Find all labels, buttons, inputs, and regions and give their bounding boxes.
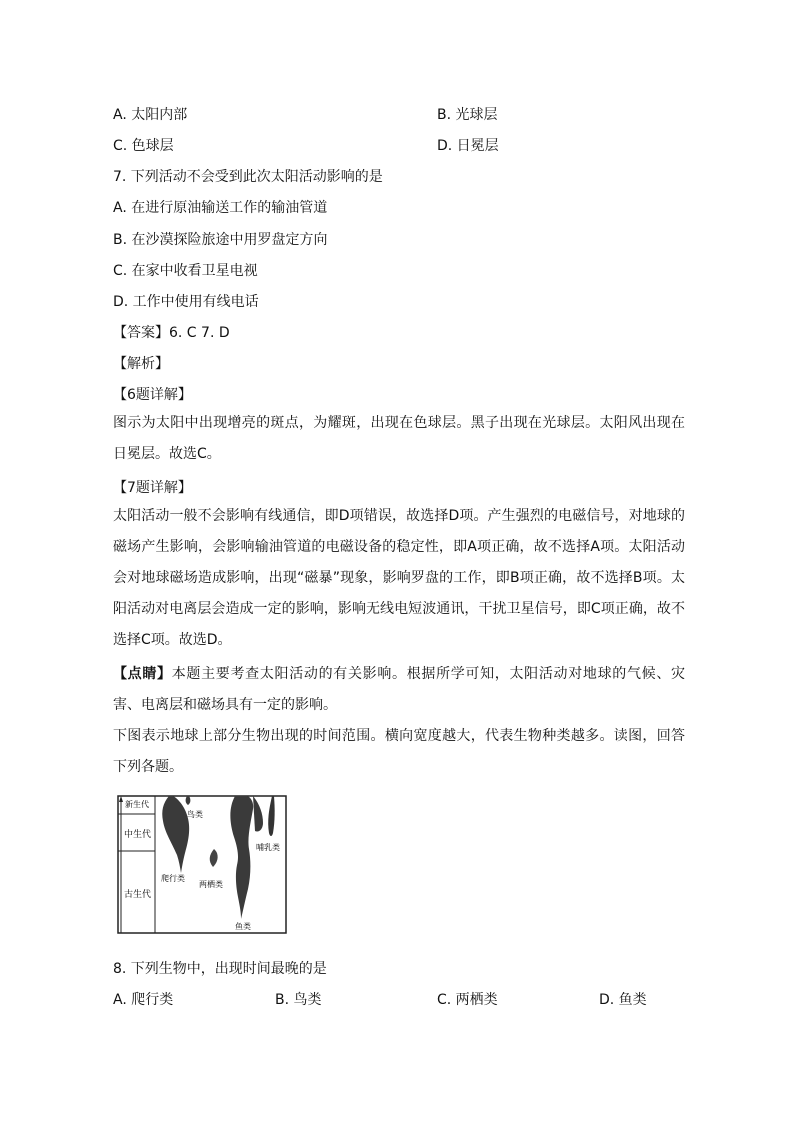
label-reptile: 爬行类 [161, 874, 185, 883]
era-paleozoic: 古生代 [124, 890, 152, 900]
comment-text: 本题主要考查太阳活动的有关影响。根据所学可知，太阳活动对地球的气候、灾害、电离层和磁场具有一定的影响。 [113, 666, 686, 713]
q7-option-d: D. 工作中使用有线电话 [113, 294, 259, 310]
label-bird: 鸟类 [187, 810, 203, 819]
label-fish: 鱼类 [235, 922, 251, 931]
q7-detail-label: 【7题详解】 [113, 480, 192, 496]
comment-paragraph [113, 659, 685, 721]
intro-text: 下图表示地球上部分生物出现的时间范围。横向宽度越大，代表生物种类越多。读图，回答下列各题。 [113, 728, 685, 775]
q8-option-a: A. 爬行类 [113, 992, 174, 1008]
q8-stem: 8. 下列生物中，出现时间最晚的是 [113, 961, 327, 977]
q8-option-b: B. 鸟类 [275, 992, 322, 1008]
q8-option-c: C. 两栖类 [437, 992, 498, 1008]
era-cenozoic: 新生代 [125, 800, 149, 809]
answer-line: 【答案】6. C 7. D [113, 325, 230, 341]
q6-option-d: D. 日冕层 [437, 138, 499, 154]
q7-option-a: A. 在进行原油输送工作的输油管道 [113, 200, 328, 216]
q6-option-b: B. 光球层 [437, 107, 498, 123]
q7-option-c: C. 在家中收看卫星电视 [113, 263, 258, 279]
q7-option-b: B. 在沙漠探险旅途中用罗盘定方向 [113, 232, 328, 248]
q7-detail-text: 太阳活动一般不会影响有线通信，即D项错误，故选择D项。产生强烈的电磁信号，对地球的磁场产生影响，会影响输油管道的电磁设备的稳定性，即A项正确，故不选择A项。太阳活动会对地球磁场造成影响，出现“磁暴”现象，影响罗盘的工作，即B项正确，故不选择B项。太阳活动对电离层会造成一定的影响，影响无线电短波通讯，干扰卫星信号，即C项正确，故不选择C项。故选D。 [113, 508, 685, 648]
q7-stem: 7. 下列活动不会受到此次太阳活动影响的是 [113, 169, 383, 185]
q6-option-c: C. 色球层 [113, 138, 174, 154]
analysis-label: 【解析】 [113, 356, 169, 372]
label-amphibian: 两栖类 [199, 880, 223, 889]
era-mesozoic: 中生代 [124, 830, 152, 840]
q8-option-d: D. 鱼类 [599, 992, 647, 1008]
comment-label: 【点睛】 [113, 666, 172, 682]
label-mammal: 哺乳类 [256, 843, 280, 852]
q6-option-a: A. 太阳内部 [113, 107, 188, 123]
species-time-figure [117, 793, 289, 935]
q6-detail-text: 图示为太阳中出现增亮的斑点，为耀斑，出现在色球层。黑子出现在光球层。太阳风出现在日冕层。故选C。 [113, 415, 685, 462]
q6-detail-label: 【6题详解】 [113, 387, 192, 403]
